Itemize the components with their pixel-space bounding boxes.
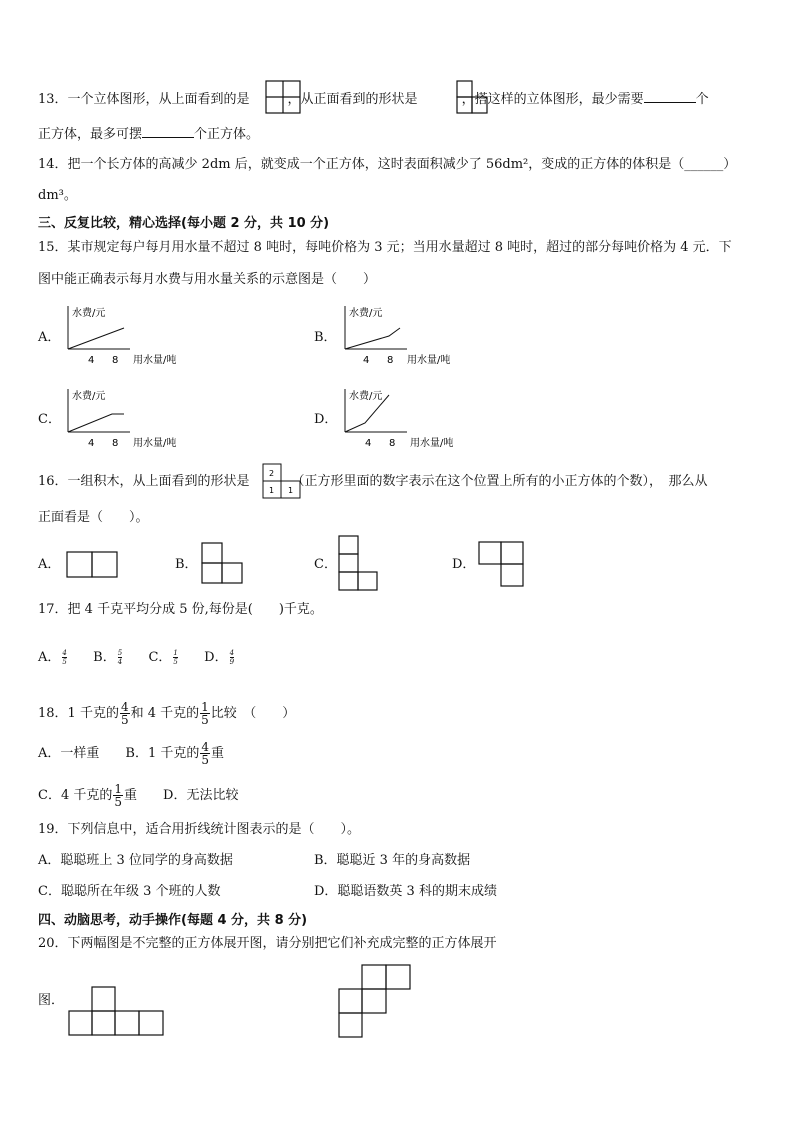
q20-net-right	[338, 964, 414, 1040]
q16-option-c	[338, 535, 380, 591]
q16-option-b	[201, 542, 245, 584]
q18-options-cd	[38, 782, 238, 810]
q19-option-a[interactable]: A．聪聪班上 3 位同学的身高数据	[38, 853, 233, 868]
q18-option-b[interactable]: B．1 千克的 $\frac{4}{5}$ 重	[125, 740, 225, 767]
q15-b-tick8: 8	[387, 355, 394, 366]
q17-option-c[interactable]: C． $\frac{1}{5}$	[148, 649, 178, 666]
q15-d-ylabel: 水费/元	[349, 391, 383, 402]
q15-graph-a	[60, 300, 190, 370]
q15-c-ylabel: 水费/元	[72, 391, 106, 402]
q15-graph-b	[337, 300, 467, 370]
q15-b-ylabel: 水费/元	[349, 308, 383, 319]
q15-b-line	[345, 328, 400, 349]
q17-option-b[interactable]: B． $\frac{5}{4}$	[93, 649, 123, 666]
q15-d-tick8: 8	[389, 438, 396, 449]
q13-blank-max[interactable]	[142, 125, 194, 138]
q19-question: 19．下列信息中，适合用折线统计图表示的是（ ）。	[38, 822, 361, 837]
q19-option-b[interactable]: B．聪聪近 3 年的身高数据	[314, 853, 471, 868]
q16-grid-br: 1	[288, 486, 294, 495]
q16-grid-bl: 1	[269, 486, 275, 495]
section3-heading: 三、反复比较，精心选择(每小题 2 分，共 10 分)	[38, 216, 330, 231]
q13-line1: 13．一个立体图形，从上面看到的是 ，从正面看到的形状是 ，搭这样的立体图形，最少需要 个	[38, 92, 709, 107]
q20-line1: 20．下两幅图是不完整的正方体展开图，请分别把它们补充成完整的正方体展开	[38, 936, 497, 951]
q17-question: 17．把 4 千克平均分成 5 份,每份是( )千克。	[38, 602, 323, 617]
q18-option-c[interactable]: C．4 千克的 $\frac{1}{5}$ 重	[38, 782, 138, 809]
q16-option-d	[478, 541, 526, 587]
q15-b-tick4: 4	[363, 355, 370, 366]
q15-graph-d	[337, 383, 467, 453]
q19-option-c[interactable]: C．聪聪所在年级 3 个班的人数	[38, 884, 221, 899]
q16-top-view	[262, 463, 302, 499]
q18-option-a[interactable]: A．一样重	[38, 746, 100, 761]
q15-c-xlabel: 用水量/吨	[133, 438, 177, 449]
q16-line1: 16．一组积木，从上面看到的形状是 （正方形里面的数字表示在这个位置上所有的小正方体的个数）， 那么从	[38, 474, 708, 489]
q15-c-tick4: 4	[88, 438, 95, 449]
q15-c-tick8: 8	[112, 438, 119, 449]
q14-line1: 14．把一个长方体的高减少 2dm 后，就变成一个正方体，这时表面积减少了 56dm²，变成的正方体的体积是（______）	[38, 157, 737, 172]
q15-a-ylabel: 水费/元	[72, 308, 106, 319]
section4-heading: 四、动脑思考，动手操作(每题 4 分，共 8 分)	[38, 913, 308, 928]
q13-top-view	[265, 80, 301, 114]
q13-blank-min[interactable]	[644, 90, 696, 103]
q19-option-d[interactable]: D．聪聪语数英 3 科的期末成绩	[314, 884, 497, 899]
q16-label-c[interactable]: C．	[314, 557, 337, 572]
q16-label-d[interactable]: D．	[452, 557, 476, 572]
q17-option-d[interactable]: D． $\frac{4}{9}$	[204, 649, 235, 666]
q13-front-view	[456, 80, 490, 114]
q14-line2: dm³。	[38, 188, 77, 203]
q15-label-d[interactable]: D．	[314, 412, 338, 427]
q15-d-xlabel: 用水量/吨	[410, 438, 454, 449]
q15-a-tick4: 4	[88, 355, 95, 366]
q15-d-tick4: 4	[365, 438, 372, 449]
q16-grid-top: 2	[269, 469, 275, 478]
q15-c-line	[68, 414, 124, 432]
q16-label-b[interactable]: B．	[175, 557, 198, 572]
q16-option-a	[66, 551, 120, 579]
q15-graph-c	[60, 383, 190, 453]
q13-line2: 正方体，最多可摆 个正方体。	[38, 127, 260, 142]
q15-line1: 15．某市规定每户每月用水量不超过 8 吨时，每吨价格为 3 元；当用水量超过 8 吨时，超过的部分每吨价格为 4 元．下	[38, 240, 732, 255]
q16-label-a[interactable]: A．	[38, 557, 61, 572]
q15-a-tick8: 8	[112, 355, 119, 366]
q16-line2: 正面看是（ ）。	[38, 510, 149, 525]
q17-options	[38, 648, 236, 668]
q20-line2: 图．	[38, 993, 65, 1008]
q15-label-c[interactable]: C．	[38, 412, 61, 427]
q15-b-xlabel: 用水量/吨	[407, 355, 451, 366]
q15-a-xlabel: 用水量/吨	[133, 355, 177, 366]
q15-label-a[interactable]: A．	[38, 330, 61, 345]
q18-options-ab	[38, 740, 224, 768]
q15-a-line	[68, 328, 124, 349]
q17-option-a[interactable]: A． $\frac{4}{5}$	[38, 649, 67, 666]
q15-line2: 图中能正确表示每月水费与用水量关系的示意图是（ ）	[38, 272, 377, 287]
q18-question: 18．1 千克的 $\frac{4}{5}$ 和 4 千克的 $\frac{1}{5}$ 比较 （ ）	[38, 700, 296, 727]
q20-net-left	[68, 986, 168, 1036]
q15-label-b[interactable]: B．	[314, 330, 337, 345]
q18-option-d[interactable]: D．无法比较	[163, 788, 239, 803]
